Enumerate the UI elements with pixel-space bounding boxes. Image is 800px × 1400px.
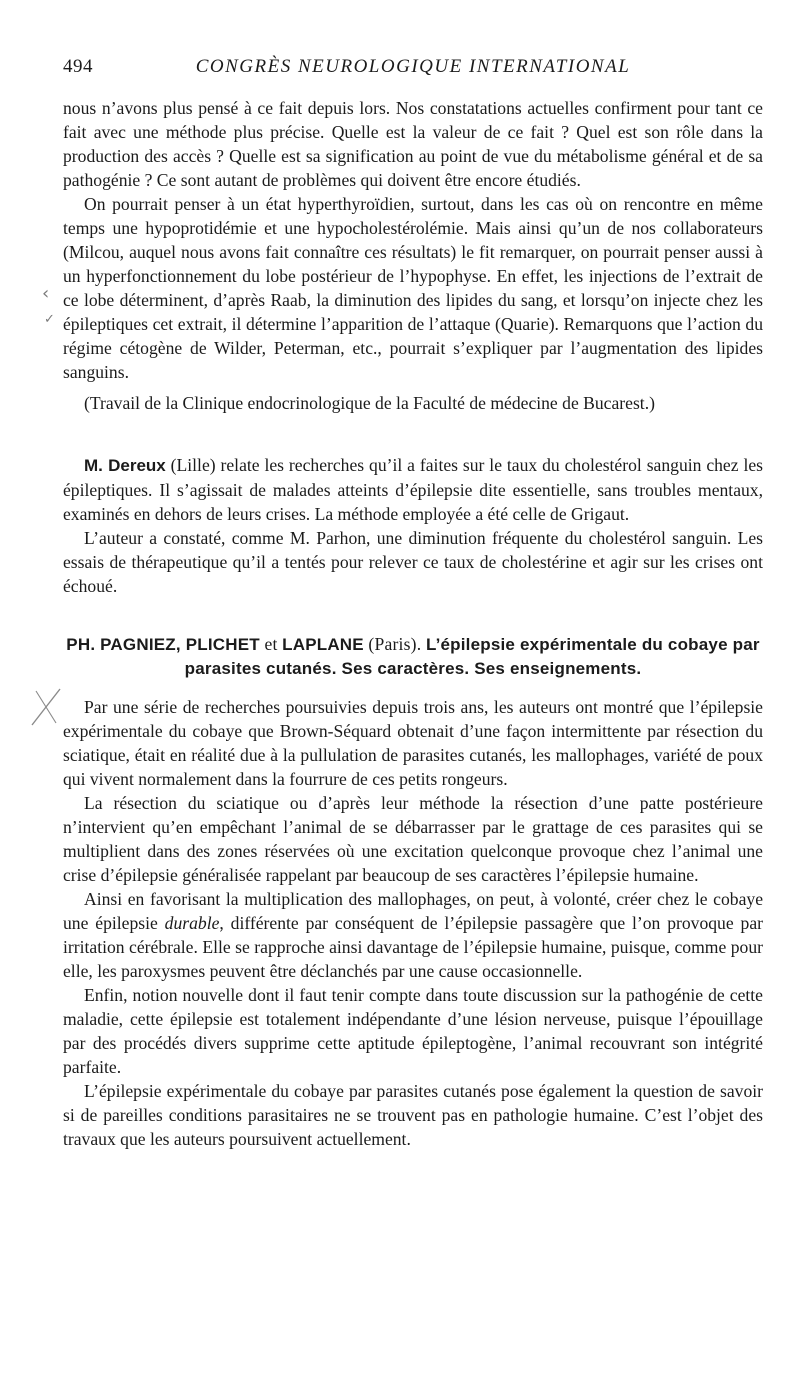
dereux-author: M. Dereux [84,456,166,475]
running-head [63,56,763,84]
pagniez-paragraph-3-emphasis: durable [164,913,220,933]
pagniez-paragraph-3-a: Ainsi en favorisant la multiplication des mallophages, on peut, à volonté, créer chez le cobaye une épilepsie [63,889,763,933]
dereux-paragraph-2: L’auteur a constaté, comme M. Parhon, une diminution fréquente du cholestérol sanguin. Les essais de thérapeutique qu’il a tentés pour relever ce taux de cholestérine et agir sur les crises ont échoué. [63,528,763,596]
pagniez-paragraph-3 [63,887,763,983]
pagniez-authors-1: PH. PAGNIEZ, PLICHET [66,635,260,654]
journal-title: CONGRÈS NEUROLOGIQUE INTERNATIONAL [195,56,631,77]
pagniez-paragraph-2: La résection du sciatique ou d’après leur méthode la résection d’une patte postérieure n’intervient qu’en empêchant l’animal de se débarrasser par le grattage de ces parasites qui se multiplient dans des zones réservées où une excitation quelconque provoque chez l’animal une crise d’épilepsie généralisée rappelant par beaucoup de ses caractères l’épilepsie humaine. [63,793,763,885]
pagniez-connector: et [259,634,283,654]
pencil-margin-mark-2: ✓ [44,312,55,327]
pagniez-paragraph-5: L’épilepsie expérimentale du cobaye par parasites cutanés pose également la question de savoir si de pareilles conditions parasitaires ne se trouvent pas en pathologie humaine. C’est l’objet des travaux que les auteurs poursuivent actuellement. [63,1081,763,1149]
pencil-stroke-2 [36,691,56,723]
pagniez-title: L’épilepsie expérimentale du cobaye par parasites cutanés. Ses caractères. Ses enseignements. [184,635,760,678]
journal-page [63,56,763,1151]
pagniez-paragraph-1: Par une série de recherches poursuivies depuis trois ans, les auteurs ont montré que l’épilepsie expérimentale du cobaye que Brown-Séquard obtenait d’une façon intermittente par résection du sciatique, était en réalité due à la pullulation de parasites cutanés, les mallophages, variété de poux qui vivent normalement dans la fourrure de ces petits rongeurs. [63,697,763,789]
pagniez-paragraph-4: Enfin, notion nouvelle dont il faut tenir compte dans toute discussion sur la pathogénie de cette maladie, cette épilepsie est totalement indépendante d’une lésion nerveuse, puisque l’épouillage par des procédés divers supprime cette aptitude épileptogène, l’animal recouvrant son intégrité parfaite. [63,985,763,1077]
dereux-paragraph-1-text: (Lille) relate les recherches qu’il a faites sur le taux du cholestérol sanguin chez les épileptiques. Il s’agissait de malades atteints d’épilepsie dite essentielle, sans troubles mentaux, examinés en dehors de leurs crises. La méthode employée a été celle de Grigaut. [63,455,763,524]
pencil-cross-mark [26,685,64,729]
intro-paragraph-1: nous n’avons plus pensé à ce fait depuis lors. Nos constatations actuelles confirment pour tant ce fait avec une méthode plus précise. Quelle est la valeur de ce fait ? Quel est son rôle dans la production des accès ? Quelle est sa signification au point de vue du métabolisme général et de sa pathogénie ? Ce sont autant de problèmes qui doivent être encore étudiés. [63,98,763,190]
pagniez-body [63,695,763,1151]
dereux-paragraph-1 [63,453,763,526]
affiliation-note: (Travail de la Clinique endocrinologique de la Faculté de médecine de Bucarest.) [84,393,655,413]
intro-paragraph-2: On pourrait penser à un état hyperthyroïdien, surtout, dans les cas où on rencontre en même temps une hypoprotidémie et une hypocholestérolémie. Mais ainsi qu’un de nos collaborateurs (Milcou, auquel nous avons fait connaître ces résultats) le fit remarquer, on pourrait penser aussi à un hyperfonctionnement du lobe postérieur de l’hypophyse. En effet, les injections de l’extrait de ce lobe déterminent, d’après Raab, la diminution des lipides du sang, et lorsqu’on injecte chez les épileptiques cet extrait, il détermine l’apparition de l’attaque (Quarie). Remarquons que l’action du régime cétogène de Wilder, Peterman, etc., pourrait s’expliquer par l’augmentation des lipides sanguins. [63,194,763,382]
pagniez-paragraph-3-b: , différente par conséquent de l’épilepsie passagère que l’on provoque par irritation cérébrale. Elle se rapproche ainsi davantage de l’épilepsie humaine, puisque, comme pour elle, les paroxysmes peuvent être déclanchés par une cause occasionnelle. [63,913,763,981]
page-number: 494 [63,56,93,77]
pagniez-city: (Paris). [363,634,426,654]
pagniez-authors-2: LAPLANE [282,635,364,654]
pencil-margin-mark-1: ‹ [42,283,50,304]
article-body [63,96,763,598]
pagniez-heading [63,632,763,681]
